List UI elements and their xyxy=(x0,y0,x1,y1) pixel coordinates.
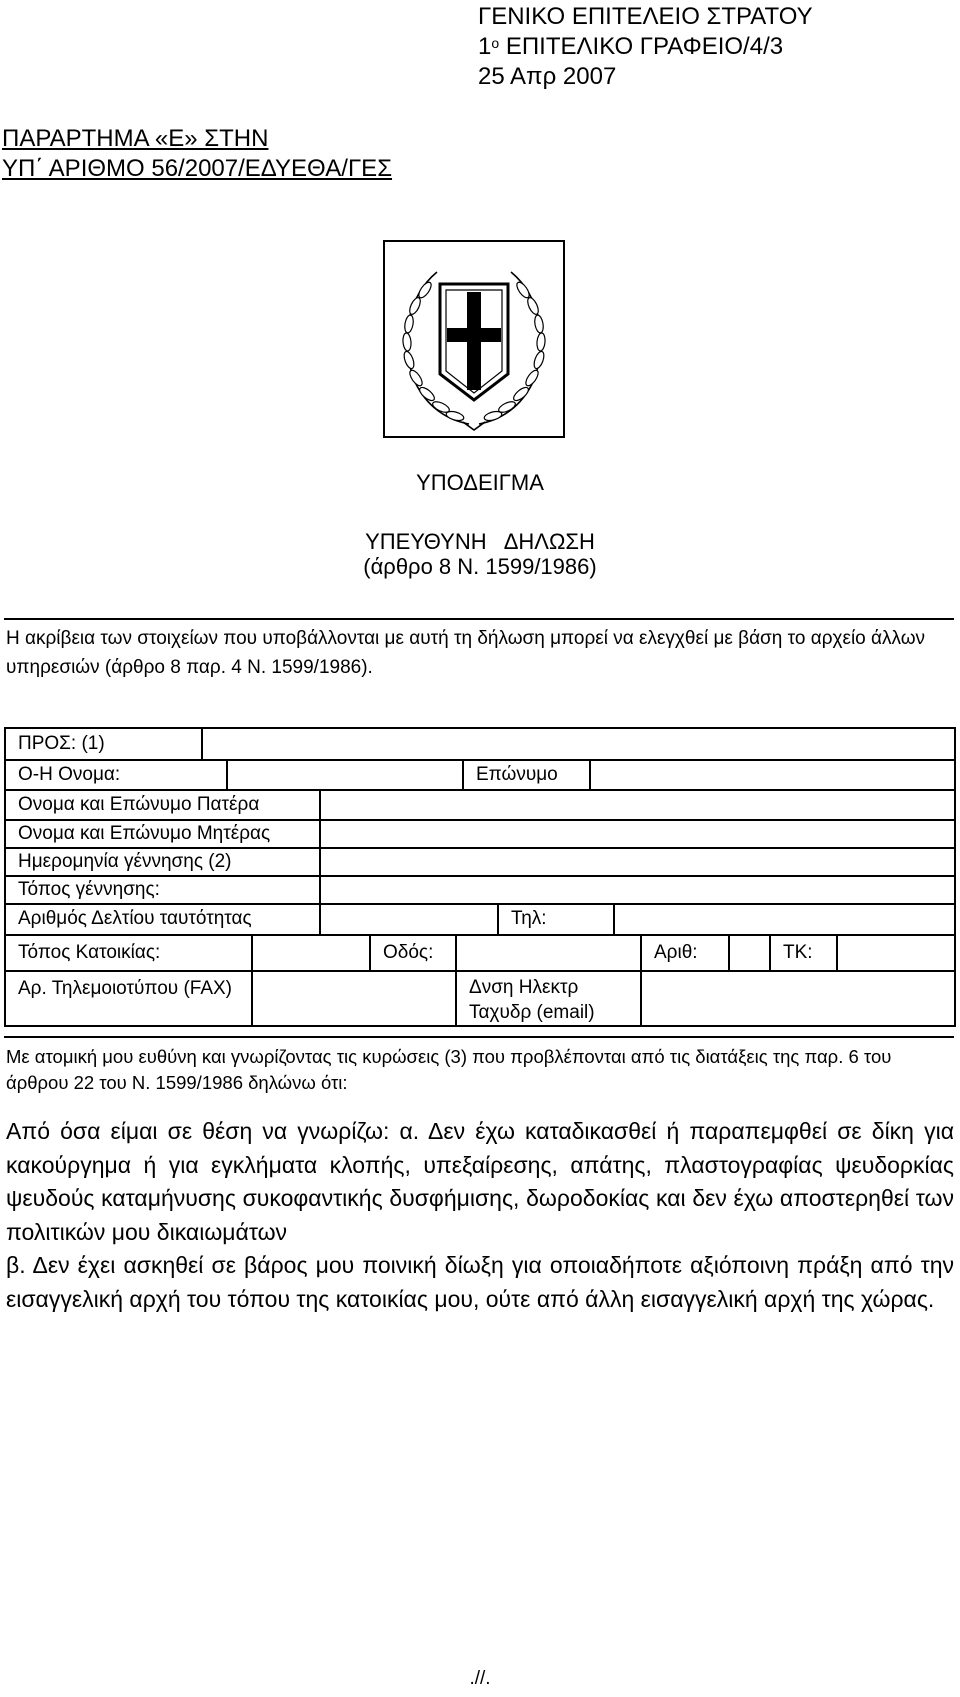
intro-text: Η ακρίβεια των στοιχείων που υποβάλλονται με αυτή τη δήλωση μπορεί να ελεγχθεί με βάση το αρχείο άλλων υπηρεσιών (άρθρο 8 παρ. 4 Ν. 1599/1986). xyxy=(6,628,926,678)
street-field[interactable] xyxy=(455,936,640,970)
fax-label: Αρ. Τηλεμοιοτύπου (FAX) xyxy=(18,978,233,999)
office-number: 1 xyxy=(478,33,492,60)
page-footer-mark: .//. xyxy=(469,1668,491,1689)
birth-place-label: Τόπος γέννησης: xyxy=(18,879,160,900)
number-label: Αριθ: xyxy=(640,936,728,970)
residence-field[interactable] xyxy=(251,936,369,970)
to-label: ΠΡΟΣ: (1) xyxy=(18,733,105,754)
postal-field[interactable] xyxy=(836,936,954,970)
father-label: Ονομα και Επώνυμο Πατέρα xyxy=(18,794,260,815)
surname-field[interactable] xyxy=(589,761,954,789)
birth-place-field[interactable] xyxy=(319,877,954,903)
to-field[interactable] xyxy=(201,729,954,759)
body-paragraph-b: β. Δεν έχει ασκηθεί σε βάρος μου ποινική δίωξη για οποιαδήποτε αξιόποινη πράξη από την εισαγγελική αρχή του τόπου της κατοικίας μου, ούτε από άλλη εισαγγελική αρχή της χώρας. xyxy=(6,1252,954,1312)
greek-coat-of-arms-icon xyxy=(383,240,565,438)
form-row-id xyxy=(6,905,954,936)
surname-label: Επώνυμο xyxy=(462,761,589,789)
email-label-line1: Δνση Ηλεκτρ xyxy=(469,977,579,998)
office-name: ΕΠΙΤΕΛΙΚΟ ΓΡΑΦΕΙΟ/4/3 xyxy=(499,33,784,60)
birth-date-label: Ημερομηνία γέννησης (2) xyxy=(18,851,232,872)
number-field[interactable] xyxy=(728,936,769,970)
office-sup: ο xyxy=(491,35,500,51)
declaration-form xyxy=(4,727,956,1027)
name-field[interactable] xyxy=(226,761,462,789)
form-row-mother xyxy=(6,821,954,849)
header-left xyxy=(2,124,392,184)
article-title: (άρθρο 8 Ν. 1599/1986) xyxy=(363,554,597,579)
annex-title: ΠΑΡΑΡΤΗΜΑ «Ε» ΣΤΗΝ xyxy=(2,125,269,152)
street-label: Οδός: xyxy=(369,936,455,970)
form-row-father xyxy=(6,791,954,821)
mother-label: Ονομα και Επώνυμο Μητέρας xyxy=(18,823,271,844)
declaration-body xyxy=(6,1115,954,1316)
id-number-label: Αριθμός Δελτίου ταυτότητας xyxy=(18,908,252,929)
header-date: 25 Απρ 2007 xyxy=(478,63,617,90)
form-row-birth-place xyxy=(6,877,954,905)
phone-label: Τηλ: xyxy=(497,905,613,934)
body-paragraph-a: Από όσα είμαι σε θέση να γνωρίζω: α. Δεν έχω καταδικασθεί ή παραπεμφθεί σε δίκη για κακούργημα ή για εγκλήματα κλοπής, υπεξαίρεσης, απάτης, πλαστογραφίας ψευδορκίας ψευδούς καταμήνυσης συκοφαντικής δυσφήμισης, δωροδοκίας και δεν έχω αποστερηθεί των πολιτικών μου δικαιωμάτων xyxy=(6,1118,954,1245)
email-label-line2: Ταχυδρ (email) xyxy=(469,1002,595,1023)
declaration-title: ΥΠΕΥΘΥΝΗ ΔΗΛΩΣΗ xyxy=(365,529,595,554)
form-row-residence xyxy=(6,936,954,972)
email-label xyxy=(455,972,640,1025)
annex-reference: ΥΠ΄ ΑΡΙΘΜΟ 56/2007/ΕΔΥΕΘΑ/ΓΕΣ xyxy=(2,155,393,182)
intro-box xyxy=(4,618,954,682)
header-office xyxy=(478,32,813,62)
mother-field[interactable] xyxy=(319,821,954,847)
birth-date-field[interactable] xyxy=(319,849,954,875)
declaration-statement: Με ατομική μου ευθύνη και γνωρίζοντας τις κυρώσεις (3) που προβλέπονται από τις διατάξεις της παρ. 6 του άρθρου 22 του Ν. 1599/1986 δηλώνω ότι: xyxy=(6,1046,892,1093)
form-row-name xyxy=(6,761,954,791)
form-row-birth-date xyxy=(6,849,954,877)
sample-title: ΥΠΟΔΕΙΓΜΑ xyxy=(416,470,544,495)
residence-label: Τόπος Κατοικίας: xyxy=(18,942,161,963)
header-right xyxy=(478,2,813,92)
header-org: ΓΕΝΙΚΟ ΕΠΙΤΕΛΕΙΟ ΣΤΡΑΤΟΥ xyxy=(478,3,813,30)
father-field[interactable] xyxy=(319,791,954,819)
phone-field[interactable] xyxy=(613,905,954,934)
email-field[interactable] xyxy=(640,972,954,1025)
form-row-contact xyxy=(6,972,954,1025)
declaration-statement-box xyxy=(4,1036,954,1096)
id-number-field[interactable] xyxy=(319,905,497,934)
name-label: Ο-Η Ονομα: xyxy=(18,764,121,785)
fax-field[interactable] xyxy=(251,972,455,1025)
postal-label: ΤΚ: xyxy=(769,936,836,970)
form-row-to xyxy=(6,729,954,761)
